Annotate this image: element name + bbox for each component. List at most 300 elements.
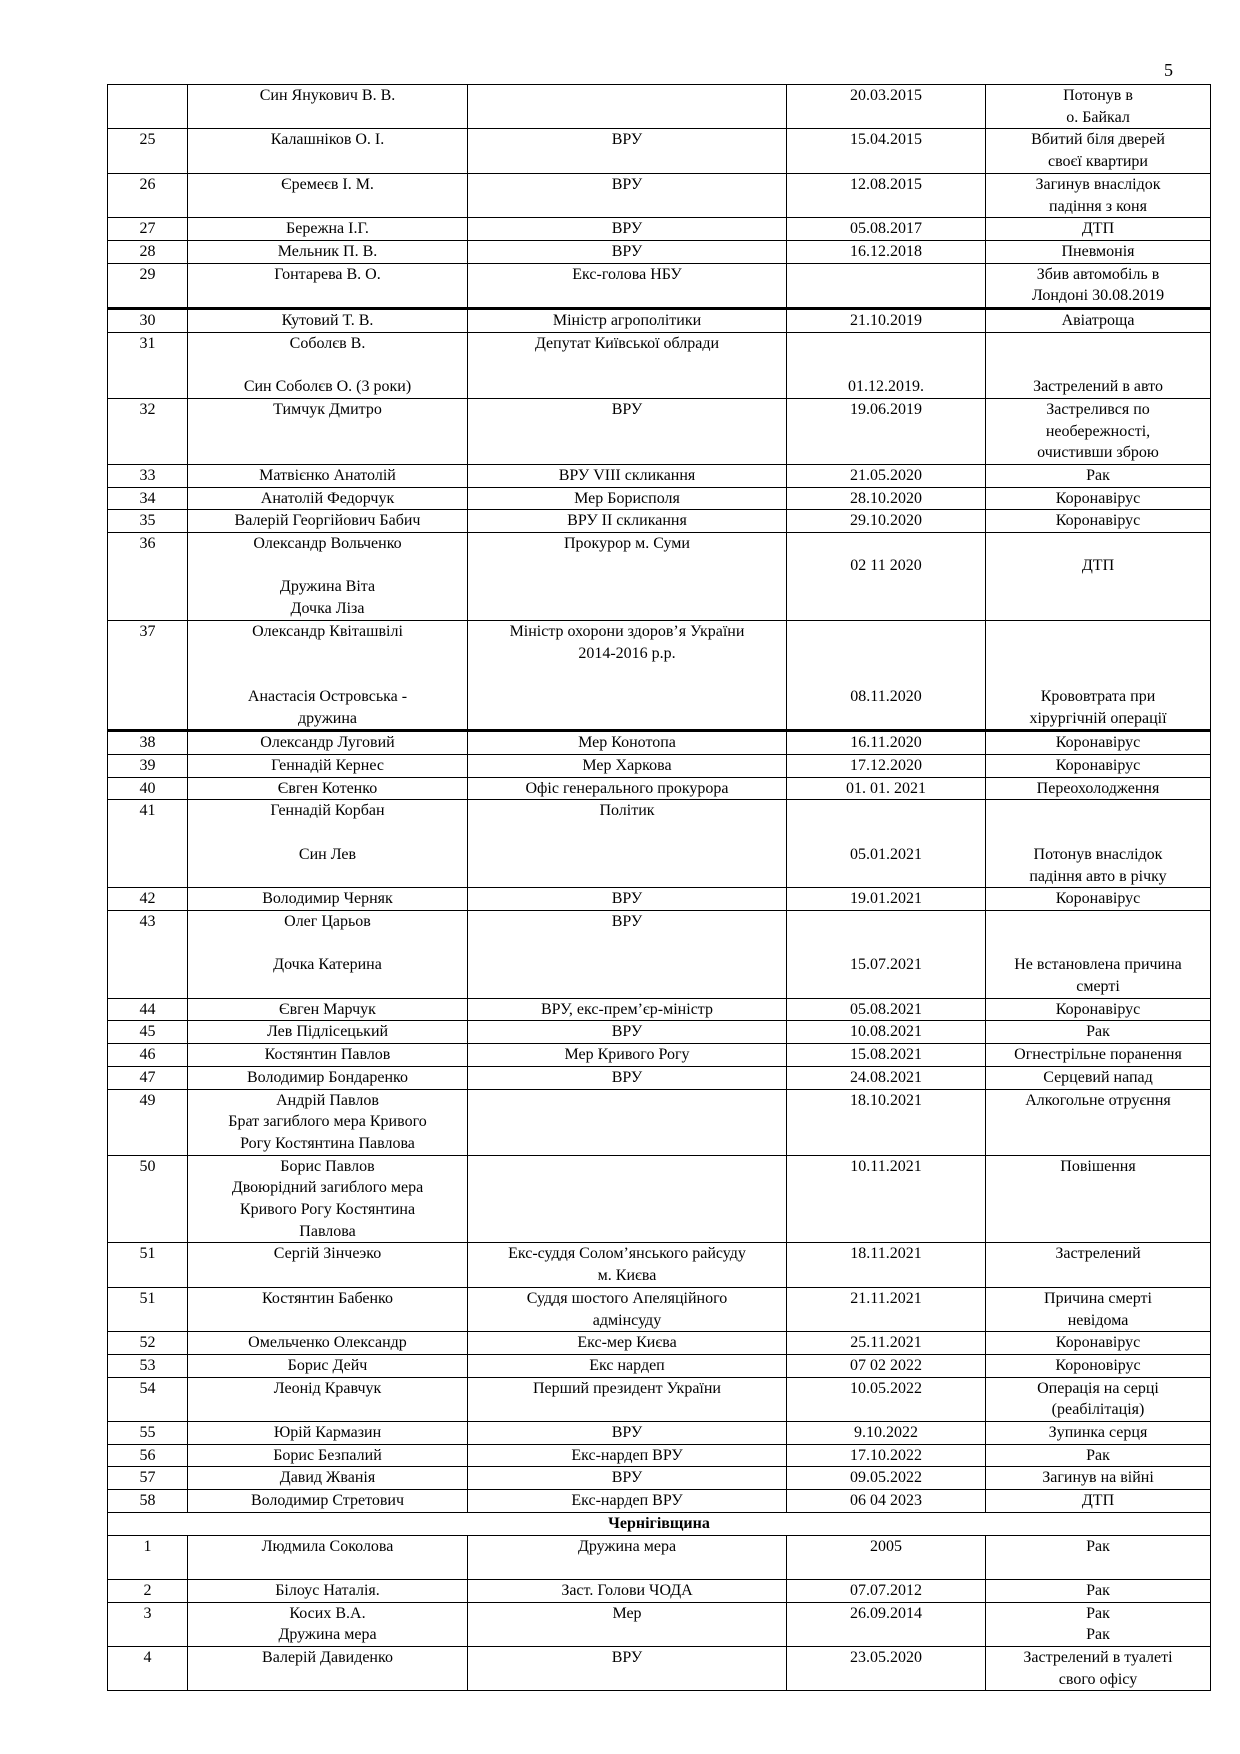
person-name-cell [188, 910, 468, 998]
cause-text: Операція на серці [1037, 1379, 1159, 1397]
date-cell [787, 1044, 986, 1067]
position-cell [468, 510, 787, 533]
date-text: 29.10.2020 [850, 512, 922, 530]
position-cell [468, 1021, 787, 1044]
date-cell [787, 1354, 986, 1377]
cause-cell [986, 1377, 1211, 1421]
row-number-text: 3 [143, 1604, 152, 1622]
position-text: Екс-мер Києва [577, 1334, 677, 1352]
row-number-cell [108, 1422, 188, 1445]
position-cell [468, 85, 787, 129]
date-cell [787, 332, 986, 398]
cause-text [989, 664, 1207, 686]
date-text [790, 533, 982, 555]
row-number-cell [108, 620, 188, 730]
row-number-cell [108, 1243, 188, 1287]
cause-text: Коронавірус [1055, 1000, 1141, 1018]
person-name-text: Валерій Давиденко [262, 1649, 393, 1667]
date-text: 28.10.2020 [850, 489, 922, 507]
person-name-text [191, 664, 464, 686]
person-name-cell [188, 510, 468, 533]
position-cell [468, 777, 787, 800]
date-text: 26.09.2014 [850, 1604, 922, 1622]
person-name-text [191, 1557, 464, 1579]
date-text: 16.11.2020 [850, 734, 922, 752]
row-number-text: 50 [139, 1157, 156, 1175]
position-cell [468, 464, 787, 487]
position-cell [468, 910, 787, 998]
date-cell [787, 1579, 986, 1602]
date-cell [787, 309, 986, 333]
cause-text: Повішення [1060, 1157, 1136, 1175]
cause-cell [986, 533, 1211, 621]
date-text: 02 11 2020 [850, 556, 922, 574]
cause-cell [986, 910, 1211, 998]
cause-cell [986, 1287, 1211, 1331]
cause-text: Зупинка серця [1048, 1424, 1148, 1442]
date-cell [787, 533, 986, 621]
row-number-text: 35 [139, 512, 156, 530]
position-text: Суддя шостого Апеляційного [526, 1289, 728, 1307]
date-text: 05.01.2021 [850, 845, 922, 863]
position-text: Офіс генерального прокурора [525, 779, 729, 797]
person-name-text: Соболєв В. [289, 334, 366, 352]
cause-text: Переохолодження [1036, 779, 1160, 797]
cause-cell [986, 218, 1211, 241]
cause-text: падіння з коня [1049, 197, 1147, 215]
position-cell [468, 1377, 787, 1421]
person-name-text: Тимчук Дмитро [273, 400, 382, 418]
person-name-text [191, 933, 464, 955]
date-text [790, 643, 982, 665]
table-row [108, 332, 1211, 398]
row-number-cell [108, 888, 188, 911]
person-name-cell [188, 777, 468, 800]
page-number: 5 [1164, 60, 1173, 80]
table-row [108, 1602, 1211, 1646]
position-text: ВРУ [611, 912, 643, 930]
cause-text: смерті [1076, 978, 1120, 995]
cause-text: Огнестрільне поранення [1014, 1046, 1182, 1064]
cause-text [989, 933, 1207, 955]
person-name-text: Дружина мера [278, 1626, 377, 1644]
person-name-text: Калашніков О. І. [270, 131, 385, 149]
date-text: 17.12.2020 [850, 757, 922, 775]
position-cell [468, 620, 787, 730]
cause-text: Коронавірус [1055, 1334, 1141, 1352]
row-number-text: 41 [139, 802, 156, 820]
person-name-text: Костянтин Павлов [264, 1046, 391, 1064]
position-cell [468, 755, 787, 778]
position-cell [468, 1354, 787, 1377]
date-cell [787, 263, 986, 308]
person-name-cell [188, 218, 468, 241]
person-name-cell [188, 1332, 468, 1355]
table-row [108, 1579, 1211, 1602]
person-name-text: Гонтарева В. О. [274, 265, 381, 283]
row-number-text: 28 [139, 242, 156, 260]
row-number-text: 27 [139, 220, 156, 238]
person-name-cell [188, 1287, 468, 1331]
row-number-cell [108, 1490, 188, 1513]
date-cell [787, 800, 986, 888]
cause-text [989, 533, 1207, 555]
section-title: Чернігівщина [108, 1512, 1211, 1535]
row-number-text: 45 [139, 1023, 156, 1041]
row-number-cell [108, 800, 188, 888]
row-number-text: 46 [139, 1046, 156, 1064]
person-name-cell [188, 1535, 468, 1579]
cause-text: Рак [1086, 1581, 1110, 1599]
cause-text: Застрелився по [1046, 400, 1150, 418]
date-text [790, 911, 982, 933]
cause-cell [986, 731, 1211, 755]
row-number-cell [108, 1579, 188, 1602]
cause-cell [986, 1332, 1211, 1355]
records-table-body [108, 85, 1211, 1691]
person-name-text: Двоюрідний загиблого мера [231, 1179, 424, 1197]
date-text [790, 933, 982, 955]
person-name-text: Костянтин Бабенко [261, 1289, 394, 1307]
row-number-text: 36 [139, 535, 156, 553]
table-row [108, 1089, 1211, 1155]
position-text: м. Києва [597, 1267, 657, 1285]
table-row [108, 1287, 1211, 1331]
row-number-cell [108, 398, 188, 464]
position-cell [468, 1044, 787, 1067]
cause-cell [986, 1044, 1211, 1067]
row-number-text: 29 [139, 265, 156, 283]
row-number-text: 38 [139, 734, 156, 752]
cause-cell [986, 129, 1211, 173]
position-text: ВРУ [611, 400, 643, 418]
date-cell [787, 218, 986, 241]
date-cell [787, 731, 986, 755]
person-name-cell [188, 173, 468, 217]
cause-cell [986, 1467, 1211, 1490]
position-cell [468, 263, 787, 308]
row-number-text: 42 [139, 890, 156, 908]
person-name-text: Олександр Квіташвілі [252, 622, 403, 640]
person-name-text [191, 822, 464, 844]
row-number-text [111, 85, 184, 107]
table-row [108, 910, 1211, 998]
row-number-cell [108, 218, 188, 241]
date-cell [787, 1535, 986, 1579]
position-text: Мер Борисполя [574, 489, 680, 507]
table-row [108, 777, 1211, 800]
person-name-cell [188, 1490, 468, 1513]
position-text: ВРУ [611, 175, 643, 193]
date-text: 15.04.2015 [850, 131, 922, 149]
table-row [108, 464, 1211, 487]
table-row [108, 129, 1211, 173]
position-cell [468, 731, 787, 755]
position-text [471, 1090, 783, 1112]
row-number-cell [108, 755, 188, 778]
row-number-cell [108, 1602, 188, 1646]
date-text: 17.10.2022 [850, 1446, 922, 1464]
date-text: 15.07.2021 [850, 956, 922, 974]
person-name-text: Кутовий Т. В. [281, 312, 374, 330]
date-text: 23.05.2020 [850, 1649, 922, 1667]
position-text: Мер Конотопа [578, 734, 676, 752]
person-name-cell [188, 1647, 468, 1691]
person-name-cell [188, 129, 468, 173]
cause-text [989, 643, 1207, 665]
table-row [108, 1044, 1211, 1067]
row-number-text: 51 [139, 1245, 156, 1263]
person-name-cell [188, 464, 468, 487]
position-text: Екс-голова НБУ [572, 265, 682, 283]
cause-text: Авіатроща [1061, 312, 1135, 330]
date-cell [787, 777, 986, 800]
row-number-text: 40 [139, 779, 156, 797]
cause-cell [986, 173, 1211, 217]
date-cell [787, 129, 986, 173]
date-text [790, 664, 982, 686]
date-text [790, 333, 982, 355]
person-name-text: Мельник П. В. [277, 242, 378, 260]
table-row [108, 755, 1211, 778]
position-text: ВРУ [611, 220, 643, 238]
person-name-text: Володимир Стретович [250, 1492, 405, 1510]
date-text: 05.08.2021 [850, 1000, 922, 1018]
cause-text: Загинув на війні [1042, 1469, 1154, 1487]
person-name-text: Андрій Павлов [276, 1091, 379, 1109]
cause-text: Причина смерті [1044, 1289, 1152, 1307]
person-name-cell [188, 1243, 468, 1287]
row-number-text: 31 [139, 334, 156, 352]
cause-text: Крововтрата при [1040, 687, 1156, 705]
person-name-cell [188, 1044, 468, 1067]
row-number-cell [108, 1044, 188, 1067]
cause-cell [986, 998, 1211, 1021]
person-name-text: Матвієнко Анатолій [259, 466, 396, 484]
cause-text: Застрелений [1055, 1245, 1141, 1263]
date-cell [787, 755, 986, 778]
cause-text: своєї квартири [1048, 153, 1148, 171]
date-text: 10.05.2022 [850, 1379, 922, 1397]
cause-cell [986, 888, 1211, 911]
person-name-text: Син Янукович В. В. [259, 87, 396, 104]
date-cell [787, 1467, 986, 1490]
cause-cell [986, 1579, 1211, 1602]
position-text: Мер Кривого Рогу [564, 1046, 690, 1064]
row-number-cell [108, 173, 188, 217]
date-cell [787, 1490, 986, 1513]
person-name-cell [188, 1467, 468, 1490]
row-number-text: 53 [139, 1356, 156, 1374]
date-cell [787, 510, 986, 533]
position-text: Екс-нардеп ВРУ [571, 1446, 683, 1464]
person-name-text [191, 643, 464, 665]
cause-text: Рак [1086, 1626, 1110, 1644]
row-number-cell [108, 309, 188, 333]
position-text: Міністр охорони здоров’я України [509, 622, 745, 640]
table-row [108, 1490, 1211, 1513]
person-name-cell [188, 998, 468, 1021]
date-cell [787, 1422, 986, 1445]
position-cell [468, 1332, 787, 1355]
row-number-text: 2 [143, 1581, 152, 1599]
person-name-text: Білоус Наталія. [275, 1581, 380, 1599]
date-text: 07.07.2012 [850, 1581, 922, 1599]
row-number-text: 58 [139, 1492, 156, 1510]
table-row [108, 1535, 1211, 1579]
cause-cell [986, 332, 1211, 398]
person-name-text: Олександр Луговий [260, 734, 395, 752]
date-text: 25.11.2021 [850, 1334, 922, 1352]
row-number-cell [108, 1377, 188, 1421]
cause-text: Рак [1086, 1537, 1110, 1555]
person-name-text: Анатолій Федорчук [260, 489, 395, 507]
date-text: 21.11.2021 [850, 1289, 922, 1307]
person-name-text: Геннадій Корбан [270, 802, 385, 820]
date-text: 06 04 2023 [850, 1492, 922, 1510]
row-number-text: 37 [139, 622, 156, 640]
cause-text [989, 822, 1207, 844]
person-name-text: Дружина Віта [279, 578, 376, 596]
cause-cell [986, 1243, 1211, 1287]
person-name-text: Анастасія Островська - [247, 687, 408, 705]
person-name-text: Лев Підлісецький [266, 1023, 389, 1041]
position-cell [468, 218, 787, 241]
position-cell [468, 398, 787, 464]
table-row [108, 888, 1211, 911]
position-text: ВРУ [611, 1023, 643, 1041]
person-name-text: Юрій Кармазин [273, 1424, 382, 1442]
row-number-text: 56 [139, 1446, 156, 1464]
position-text: ВРУ [611, 242, 643, 260]
row-number-cell [108, 1155, 188, 1243]
date-cell [787, 1444, 986, 1467]
date-text: 24.08.2021 [850, 1068, 922, 1086]
row-number-cell [108, 332, 188, 398]
row-number-text: 34 [139, 489, 156, 507]
date-text: 10.11.2021 [850, 1157, 922, 1175]
position-cell [468, 1155, 787, 1243]
cause-cell [986, 1444, 1211, 1467]
date-text: 19.01.2021 [850, 890, 922, 908]
row-number-cell [108, 1287, 188, 1331]
cause-text: Коронавірус [1055, 890, 1141, 908]
position-cell [468, 800, 787, 888]
position-cell [468, 129, 787, 173]
date-text [790, 800, 982, 822]
position-cell [468, 1535, 787, 1579]
cause-cell [986, 398, 1211, 464]
date-cell [787, 1243, 986, 1287]
cause-cell [986, 1021, 1211, 1044]
person-name-cell [188, 1422, 468, 1445]
position-text: Прокурор м. Суми [564, 535, 690, 553]
row-number-cell [108, 777, 188, 800]
position-cell [468, 888, 787, 911]
cause-cell [986, 777, 1211, 800]
position-text: Екс-нардеп ВРУ [571, 1492, 683, 1510]
row-number-cell [108, 464, 188, 487]
cause-text: Коронавірус [1055, 489, 1141, 507]
row-number-cell [108, 1021, 188, 1044]
cause-text [989, 800, 1207, 822]
person-name-text: Син Лев [298, 845, 357, 863]
date-text: 21.10.2019 [850, 312, 922, 330]
person-name-cell [188, 533, 468, 621]
date-text: 18.11.2021 [850, 1245, 922, 1263]
cause-text: свого офісу [1058, 1670, 1138, 1688]
cause-cell [986, 263, 1211, 308]
person-name-text: Леонід Кравчук [273, 1379, 382, 1397]
cause-text: Рак [1086, 1446, 1110, 1464]
row-number-cell [108, 1354, 188, 1377]
table-row [108, 309, 1211, 333]
table-row [108, 1354, 1211, 1377]
row-number-text: 47 [139, 1068, 156, 1086]
person-name-text: Омельченко Олександр [248, 1334, 407, 1352]
cause-text: Рак [1086, 466, 1110, 484]
cause-cell [986, 309, 1211, 333]
person-name-cell [188, 1021, 468, 1044]
date-text: 21.05.2020 [850, 466, 922, 484]
person-name-text: Борис Безпалий [273, 1446, 382, 1464]
person-name-cell [188, 1602, 468, 1646]
row-number-cell [108, 1467, 188, 1490]
row-number-cell [108, 240, 188, 263]
cause-cell [986, 620, 1211, 730]
cause-text: Коронавірус [1055, 757, 1141, 775]
date-cell [787, 173, 986, 217]
table-row [108, 218, 1211, 241]
position-text: ВРУ [611, 1068, 643, 1086]
row-number-text: 55 [139, 1424, 156, 1442]
person-name-cell [188, 1579, 468, 1602]
cause-text [989, 911, 1207, 933]
table-row [108, 998, 1211, 1021]
table-row [108, 1444, 1211, 1467]
date-cell [787, 1377, 986, 1421]
position-text: Екс-суддя Солом’янського райсуду [508, 1245, 746, 1263]
table-row [108, 1243, 1211, 1287]
cause-cell [986, 85, 1211, 129]
table-row [108, 263, 1211, 308]
row-number-cell [108, 533, 188, 621]
cause-text: Збив автомобіль в [1036, 265, 1160, 283]
position-cell [468, 1422, 787, 1445]
person-name-cell [188, 398, 468, 464]
person-name-text: Рогу Костянтина Павлова [240, 1134, 415, 1152]
row-number-text: 33 [139, 466, 156, 484]
row-number-text: 52 [139, 1334, 156, 1352]
table-row [108, 240, 1211, 263]
date-text: 10.08.2021 [850, 1023, 922, 1041]
person-name-text: Павлова [299, 1222, 356, 1240]
date-text: 15.08.2021 [850, 1046, 922, 1064]
person-name-cell [188, 263, 468, 308]
cause-text: Не встановлена причина [1014, 956, 1182, 974]
person-name-cell [188, 1354, 468, 1377]
section-row [108, 1512, 1211, 1535]
cause-cell [986, 510, 1211, 533]
date-text [790, 822, 982, 844]
cause-cell [986, 1602, 1211, 1646]
person-name-cell [188, 1089, 468, 1155]
cause-cell [986, 1490, 1211, 1513]
row-number-text: 4 [143, 1649, 152, 1667]
date-cell [787, 240, 986, 263]
position-cell [468, 1287, 787, 1331]
row-number-text: 54 [139, 1379, 156, 1397]
